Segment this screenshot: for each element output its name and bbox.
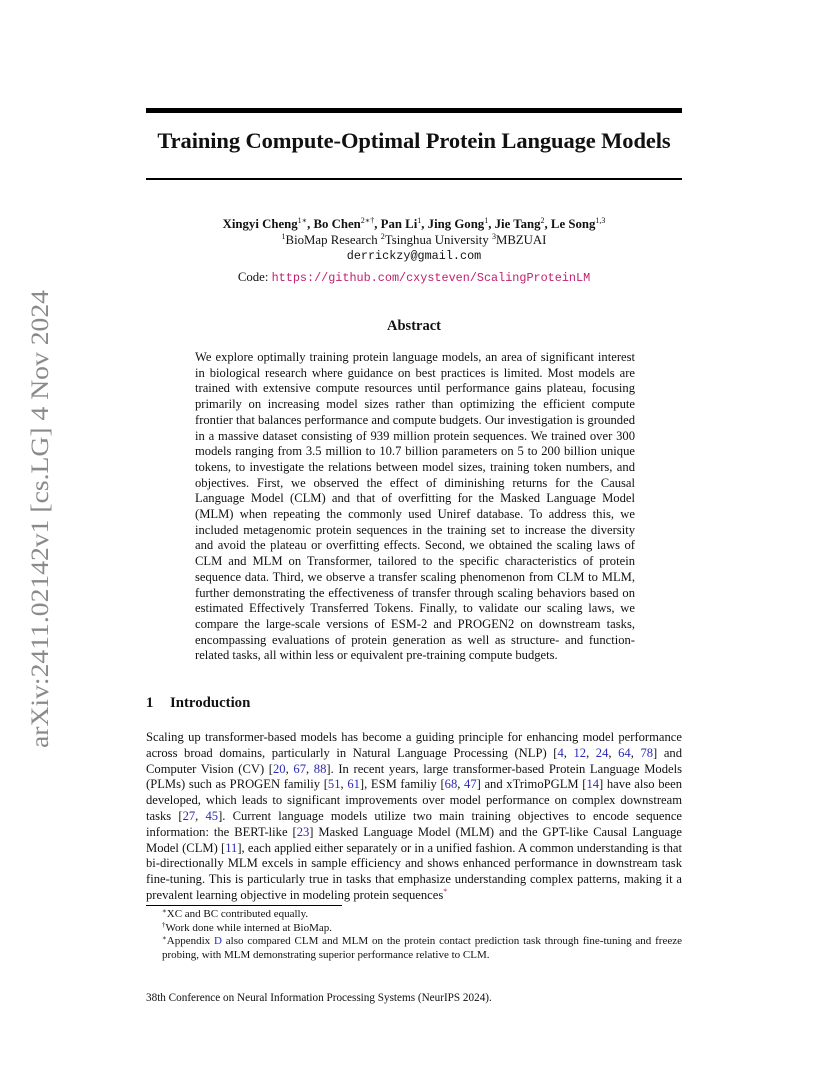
footnote-marker[interactable]: * xyxy=(443,886,448,896)
title-rule-top xyxy=(146,108,682,113)
author-affil-mark: 2 xyxy=(540,216,545,225)
footnote-mark: † xyxy=(162,920,166,929)
author-name: Le Song xyxy=(550,217,596,231)
introduction-paragraph: Scaling up transformer-based models has become a guiding principle for enhancing model performance across broad domains, particularly in Natural Language Processing (NLP) [4, 12, 24, 64, 78] and Computer Vision (CV) [20, 67, 88]. In recent years, large transformer-based Protein Language Models (PLMs) such as PROGEN familiy [51, 61], ESM familiy [68, 47] and xTrimoPGLM [14] have also been developed, which leads to significant improvements over model performance on complex downstream tasks [27, 45]. Current language models utilize two main training objectives to encode sequence information: the BERT-like [23] Masked Language Model (MLM) and the GPT-like Causal Language Model (CLM) [11], each applied either separately or in a unified fashion. A common understanding is that bi-directionally MLM excels in sample efficiency and shows enhanced performance in downstream task fine-tuning. This is particularly true in tasks that emphasize understanding complex patterns, making it a prevalent learning objective in modeling protein sequences* xyxy=(146,730,683,902)
footnote-text: also compared CLM and MLM on the protein contact prediction task through fine-tuning and freeze probing, with MLM demonstrating superior performance relative to CLM. xyxy=(162,935,682,961)
arxiv-stamp-text: arXiv:2411.02142v1 [cs.LG] 4 Nov 2024 xyxy=(25,325,54,748)
author-name: Jing Gong xyxy=(427,217,485,231)
footnote-mark: ∗ xyxy=(162,934,167,942)
citation-link[interactable]: 61 xyxy=(347,777,360,792)
appendix-link[interactable]: D xyxy=(213,935,222,947)
section-title: Introduction xyxy=(170,695,251,711)
author-block xyxy=(146,216,682,286)
footnote-text: Work done while interned at BioMap. xyxy=(165,921,333,934)
code-repo-link[interactable]: https://github.com/cxysteven/ScalingProteinLM xyxy=(271,271,591,285)
footnote-text: Appendix xyxy=(166,935,214,947)
author-names: Xingyi Cheng$^{1∗}$, Bo Chen$^{2∗\dagger}$, Pan Li$^1$, Jing Gong$^1$, Jie Tang$^2$, Le Song$^{1,3}$ xyxy=(222,216,606,231)
citation-link[interactable]: 67 xyxy=(293,761,306,776)
conference-note: 38th Conference on Neural Information Processing Systems (NeurIPS 2024). xyxy=(146,992,492,1004)
affiliation-mark: 2 xyxy=(380,232,385,241)
section-number: 1 xyxy=(146,695,154,711)
citation-link[interactable]: 47 xyxy=(464,777,477,792)
citation-link[interactable]: 51 xyxy=(327,777,341,792)
code-label: Code: xyxy=(237,270,272,284)
citation-link[interactable]: 12 xyxy=(573,745,587,760)
footnote xyxy=(146,908,682,922)
citation-link[interactable]: 68 xyxy=(444,777,458,792)
paper-title: Training Compute-Optimal Protein Language Models xyxy=(157,128,671,153)
citation-link[interactable]: 4 xyxy=(557,745,564,760)
citation-link[interactable]: 24 xyxy=(595,745,609,760)
citation-link[interactable]: 78 xyxy=(640,745,654,760)
title-rule-bottom xyxy=(146,178,682,180)
author-affil-mark: 2∗† xyxy=(360,216,375,225)
author-affil-mark: 1,3 xyxy=(595,216,606,225)
affiliations xyxy=(146,232,682,248)
citation-link[interactable]: 64 xyxy=(618,745,631,760)
footnotes xyxy=(146,908,682,962)
author-name: Bo Chen xyxy=(313,217,361,231)
citation-link[interactable]: 20 xyxy=(273,761,286,776)
author-name: Xingyi Cheng xyxy=(222,217,298,231)
author-name: Pan Li xyxy=(380,217,418,231)
citation-link[interactable]: 23 xyxy=(296,824,310,839)
footnote-rule xyxy=(146,905,342,906)
abstract-body: We explore optimally training protein language models, an area of significant interest in biological research where guidance on best practices is limited. Most models are trained with extensive compute resources until performance gains plateau, focusing primarily on increasing model sizes rather than optimizing the efficient compute frontier that balances performance and compute budgets. Our investigation is grounded in a massive dataset consisting of 939 million protein sequences. We trained over 300 models ranging from 3.5 million to 10.7 billion parameters on 5 to 200 billion unique tokens, to investigate the relations between model sizes, training token numbers, and objectives. First, we observed the effect of diminishing returns for the Causal Language Model (CLM) and that of overfitting for the Masked Language Model (MLM) when repeating the commonly used Uniref database. To address this, we included metagenomic protein sequences in the training set to increase the diversity and avoid the plateau or overfitting effects. Second, we obtained the scaling laws of CLM and MLM on Transformer, tailored to the specific characteristics of protein sequence data. Third, we observe a transfer scaling phenomenon from CLM to MLM, further demonstrating the effectiveness of transfer through scaling behaviors based on estimated Effectively Transferred Tokens. Finally, to validate our scaling laws, we compare the large-scale versions of ESM-2 and PROGEN2 on downstream tasks, encompassing evaluations of protein generation as well as structure- and function-related tasks, all within less or equivalent pre-training compute budgets. xyxy=(195,350,635,663)
code-line xyxy=(146,269,682,286)
citation-link[interactable]: 27 xyxy=(182,808,196,823)
abstract-heading: Abstract xyxy=(387,318,441,334)
affiliation-mark: 3 xyxy=(491,232,496,241)
author-affil-mark: 1∗ xyxy=(297,216,308,225)
author-name: Jie Tang xyxy=(494,217,541,231)
footnote xyxy=(146,922,682,936)
author-affil-mark: 1 xyxy=(484,216,489,225)
affiliation-name: MBZUAI xyxy=(495,233,547,247)
footnote-text: XC and BC contributed equally. xyxy=(166,908,309,920)
citation-link[interactable]: 14 xyxy=(586,777,600,792)
citation-link[interactable]: 11 xyxy=(225,840,238,855)
footnote xyxy=(146,935,682,962)
section-heading-introduction xyxy=(146,695,250,712)
affiliation-name: Tsinghua University xyxy=(384,233,492,247)
author-affil-mark: 1 xyxy=(417,216,422,225)
affiliation-name: BioMap Research xyxy=(285,233,381,247)
citation-link[interactable]: 45 xyxy=(205,808,219,823)
citation-link[interactable]: 88 xyxy=(313,761,327,776)
contact-email: derrickzy@gmail.com xyxy=(346,249,482,263)
arxiv-side-stamp xyxy=(14,288,58,750)
affiliation-mark: 1 xyxy=(281,232,286,241)
footnote-mark: ∗ xyxy=(162,907,167,915)
